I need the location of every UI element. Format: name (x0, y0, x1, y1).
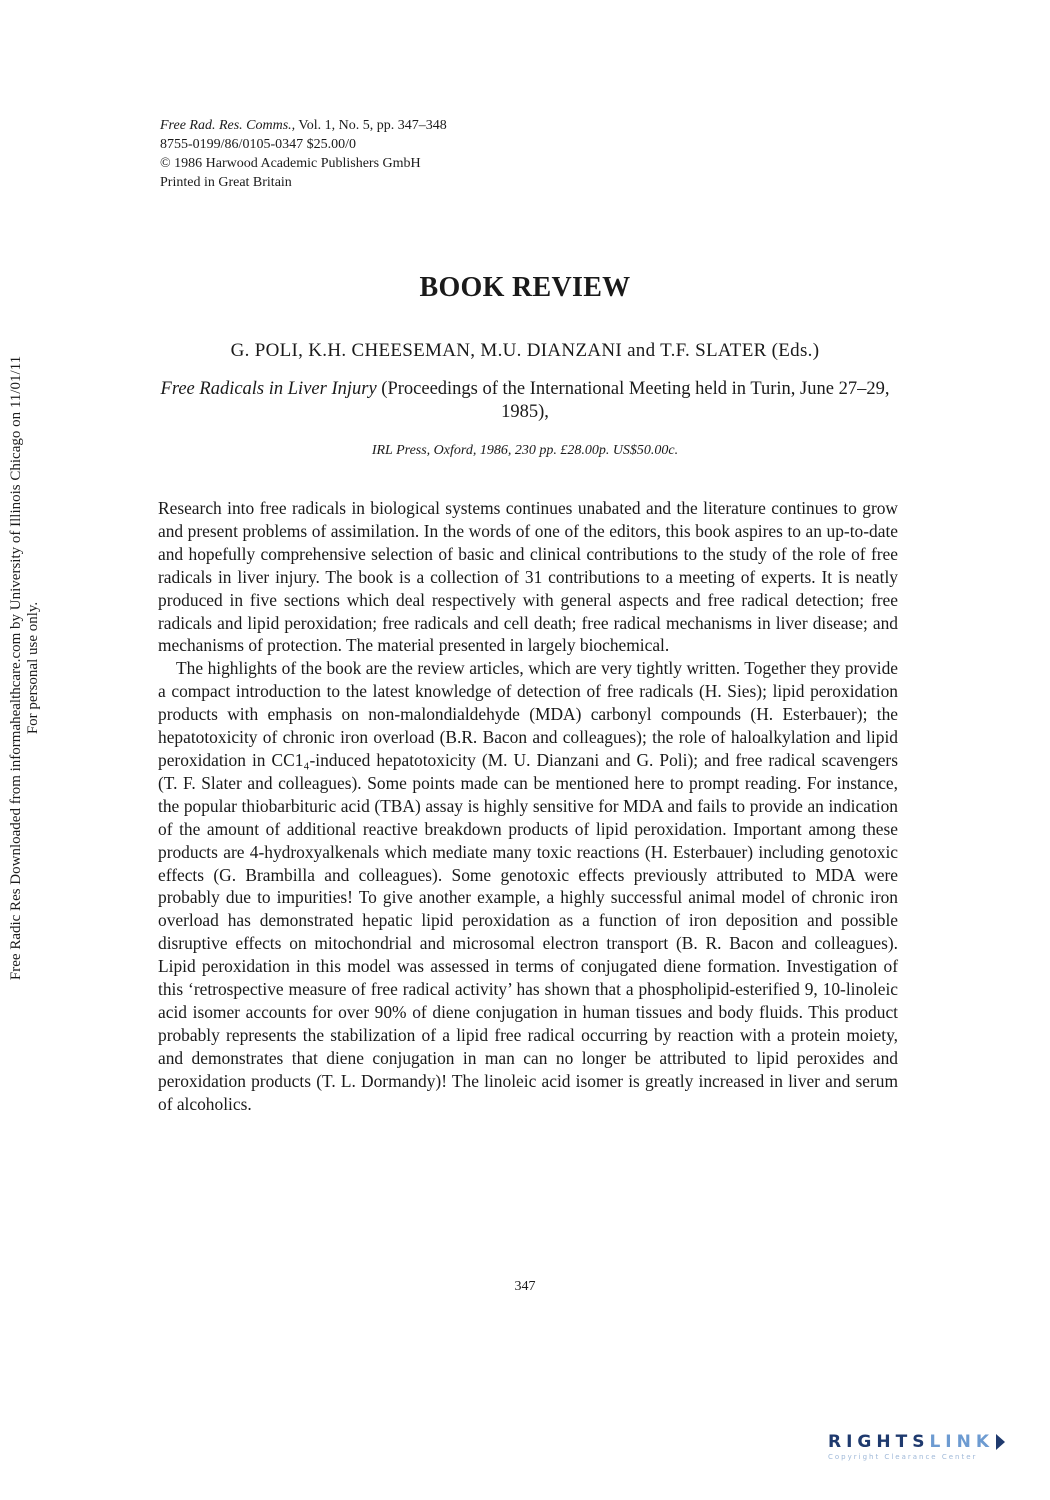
citation-header (160, 116, 447, 192)
book-title-block (150, 378, 900, 424)
logo-subtitle: Copyright Clearance Center (828, 1453, 978, 1461)
arrow-icon (996, 1434, 1005, 1450)
review-paragraph-2: The highlights of the book are the review articles, which are very tightly written. Together they provide a compact introduction to the latest knowledge of detection of free radicals (H. Sies); lipid peroxidation products with emphasis on non-malondialdehyde (MDA) carbonyl compounds (H. Esterbauer); the hepatotoxicity of chronic iron overload (B.R. Bacon and colleagues); the role of haloalkylation and lipid peroxidation in CC1₄-induced hepatotoxicity (M. U. Dianzani and G. Poli); and free radical scavengers (T. F. Slater and colleagues). Some points made can be mentioned here to prompt reading. For instance, the popular thiobarbituric acid (TBA) assay is highly sensitive for MDA and fails to provide an indication of the amount of additional reactive breakdown products of lipid peroxidation. Important among these products are 4-hydroxyalkenals which mediate many toxic reactions (H. Esterbauer) including genotoxic effects (G. Brambilla and colleagues). Some genotoxic effects previously attributed to MDA were probably due to impurities! To give another example, a highly successful animal model of chronic iron overload has demonstrated hepatic lipid peroxidation as a function of iron deposition and possible disruptive effects on mitochondrial and microsomal electron transport (B. R. Bacon and colleagues). Lipid peroxidation in this model was assessed in terms of conjugated diene formation. Investigation of this ‘retrospective measure of free radical activity’ has shown that a phospholipid-esterified 9, 10-linoleic acid isomer accounts for over 90% of diene conjugation in human tissues and body fluids. This product probably represents the stabilization of a lipid free radical occurring by reaction with a protein moiety, and demonstrates that diene conjugation in man can no longer be attributed to lipid peroxides and peroxidation products (T. L. Dormandy)! The linoleic acid isomer is greatly increased in liver and serum of alcoholics. (158, 658, 898, 1114)
review-body (158, 497, 898, 1115)
page-title: BOOK REVIEW (419, 272, 631, 303)
publisher-info: IRL Press, Oxford, 1986, 230 pp. £28.00p. US$50.00c. (371, 443, 679, 458)
book-title: Free Radicals in Liver Injury (160, 379, 377, 399)
rightslink-logo (828, 1432, 1038, 1474)
page-number: 347 (514, 1279, 536, 1294)
logo-text-rights: RIGHTS (828, 1432, 930, 1452)
personal-use-notice: For personal use only. (25, 601, 41, 735)
issn-line: 8755-0199/86/0105-0347 $25.00/0 (160, 137, 356, 152)
copyright-line: © 1986 Harwood Academic Publishers GmbH (160, 156, 421, 171)
review-paragraph-1: Research into free radicals in biological systems continues unabated and the literature continues to grow and present problems of assimilation. In the words of one of the editors, this book aspires to an up-to-date and hopefully comprehensive selection of basic and clinical contributions to the study of the role of free radicals in liver injury. The book is a collection of 31 contributions to a meeting of experts. It is neatly produced in five sections which deal respectively with general aspects and free radical detection; free radicals and lipid peroxidation; free radicals and cell death; free radical mechanisms in liver disease; and mechanisms of protection. The material presented in largely biochemical. (158, 498, 898, 656)
download-watermark (0, 0, 46, 1500)
logo-text-link: LINK (929, 1432, 994, 1452)
journal-name: Free Rad. Res. Comms., (160, 118, 296, 133)
book-editors: G. POLI, K.H. CHEESEMAN, M.U. DIANZANI and T.F. SLATER (Eds.) (230, 340, 820, 361)
volume-info: Vol. 1, No. 5, pp. 347–348 (295, 118, 447, 133)
book-subtitle: (Proceedings of the International Meeting held in Turin, June 27–29, 1985), (376, 379, 890, 422)
printed-line: Printed in Great Britain (160, 175, 292, 190)
download-notice: Free Radic Res Downloaded from informahealthcare.com by University of Illinois Chicago on 11/01/11 (8, 355, 24, 981)
journal-citation (160, 116, 447, 135)
